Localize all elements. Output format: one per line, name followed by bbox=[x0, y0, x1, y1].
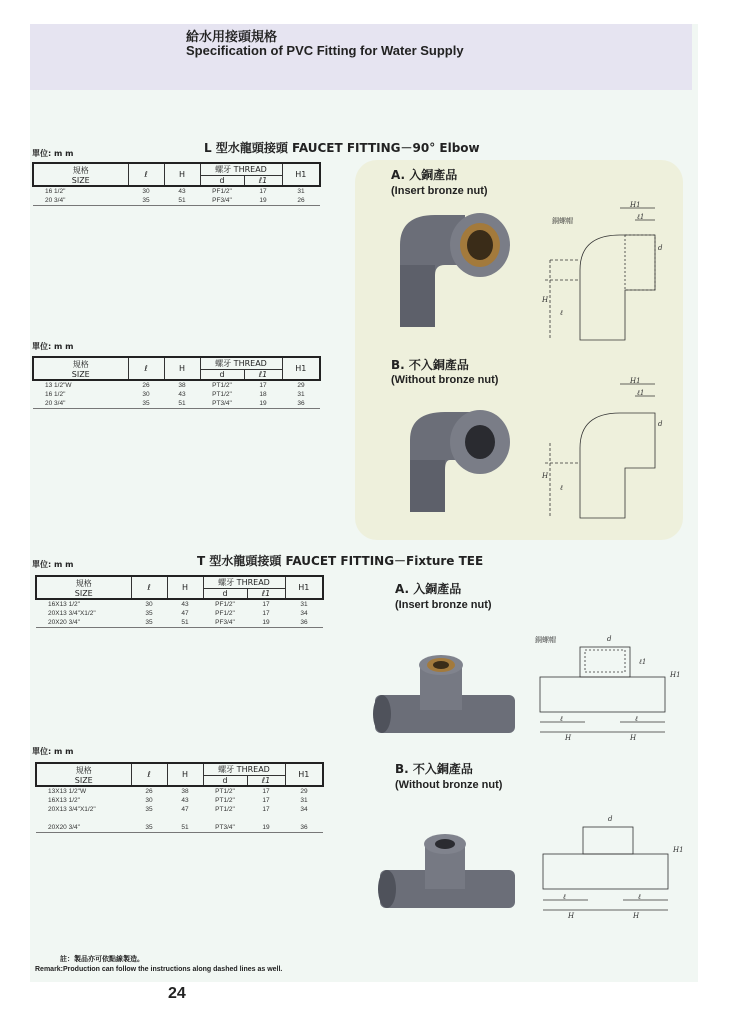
header-d: d bbox=[203, 589, 247, 600]
cell-size: 20 3/4" bbox=[33, 196, 128, 206]
cell-d: PT1/2" bbox=[215, 797, 235, 804]
cell-d: PF1/2" bbox=[215, 601, 235, 608]
header-thread: 螺牙 THREAD bbox=[200, 163, 282, 176]
svg-text:ℓ: ℓ bbox=[560, 309, 563, 317]
table-row bbox=[33, 186, 320, 196]
header-size: 規格 SIZE bbox=[36, 763, 131, 786]
cell-l: 35 bbox=[128, 196, 164, 206]
cell-H: 43 bbox=[181, 797, 189, 804]
cell-H1: 34 bbox=[300, 806, 308, 813]
cell-d: PT3/4" bbox=[200, 399, 244, 409]
tee-insert-drawing bbox=[535, 632, 680, 742]
spec-table bbox=[35, 575, 324, 628]
cell-l: 35 bbox=[131, 618, 167, 628]
header-l: ℓ bbox=[131, 763, 167, 786]
cell-H1: 36 bbox=[282, 399, 320, 409]
cell-H1: 36 bbox=[285, 618, 323, 628]
header-thread: 螺牙 THREAD bbox=[203, 576, 285, 589]
header-H1: H1 bbox=[282, 357, 320, 380]
section-title-elbow: L 型水龍頭接頭 FAUCET FITTING－90° Elbow bbox=[204, 141, 480, 155]
svg-text:ℓ1: ℓ1 bbox=[639, 658, 647, 666]
variant-a-cn: A. 入銅產品 bbox=[395, 582, 462, 596]
cell-size: 16 1/2" bbox=[45, 188, 66, 195]
svg-text:H1: H1 bbox=[670, 671, 681, 679]
table-row bbox=[36, 599, 323, 609]
svg-text:ℓ: ℓ bbox=[638, 893, 641, 901]
svg-text:ℓ: ℓ bbox=[560, 484, 563, 492]
header-H1: H1 bbox=[282, 163, 320, 186]
cell-size: 20X20 3/4" bbox=[36, 823, 131, 833]
table-row bbox=[33, 196, 320, 206]
cell-l: 30 bbox=[145, 601, 153, 608]
cell-d: PF3/4" bbox=[203, 618, 247, 628]
cell-l1: 19 bbox=[247, 618, 285, 628]
table-row bbox=[33, 399, 320, 409]
spec-table bbox=[35, 762, 324, 833]
tee-insert-photo bbox=[370, 650, 520, 745]
unit-label: 單位: m m bbox=[32, 747, 74, 756]
cell-H1: 31 bbox=[300, 601, 308, 608]
svg-text:H: H bbox=[630, 734, 637, 742]
cell-d: PT1/2" bbox=[212, 382, 232, 389]
table-row bbox=[36, 796, 323, 805]
header-l: ℓ bbox=[131, 576, 167, 599]
header-thread: 螺牙 THREAD bbox=[203, 763, 285, 776]
svg-text:H1: H1 bbox=[630, 377, 641, 385]
page-title-cn: 給水用接頭規格 bbox=[186, 30, 278, 45]
variant-a-cn: A. 入銅產品 bbox=[391, 168, 458, 182]
header-thread: 螺牙 THREAD bbox=[200, 357, 282, 370]
cell-H: 38 bbox=[178, 382, 186, 389]
header-H1: H1 bbox=[285, 763, 323, 786]
section-title-tee: T 型水龍頭接頭 FAUCET FITTING－Fixture TEE bbox=[197, 554, 484, 568]
header-d: d bbox=[200, 176, 244, 187]
header-d: d bbox=[200, 370, 244, 381]
tee-plain-photo bbox=[375, 832, 520, 922]
cell-H1: 29 bbox=[300, 788, 308, 795]
cell-l1: 17 bbox=[262, 806, 270, 813]
cell-H1 bbox=[285, 814, 323, 823]
cell-l1: 17 bbox=[259, 188, 267, 195]
cell-H: 51 bbox=[164, 399, 200, 409]
cell-H1: 36 bbox=[285, 823, 323, 833]
svg-text:d: d bbox=[658, 420, 663, 428]
cell-H: 51 bbox=[167, 823, 203, 833]
svg-text:d: d bbox=[608, 815, 613, 823]
label-bronze-cap: 銅螺帽 bbox=[535, 636, 556, 644]
tee-plain-drawing bbox=[538, 812, 683, 922]
variant-a-en: (Insert bronze nut) bbox=[391, 185, 488, 197]
cell-l1: 17 bbox=[259, 382, 267, 389]
cell-size: 20X20 3/4" bbox=[36, 618, 131, 628]
elbow-insert-drawing bbox=[540, 200, 670, 350]
cell-l: 35 bbox=[145, 806, 153, 813]
cell-l1: 17 bbox=[262, 797, 270, 804]
cell-size bbox=[36, 814, 131, 823]
table-row bbox=[36, 814, 323, 823]
spec-table bbox=[32, 356, 321, 409]
cell-H: 43 bbox=[181, 601, 189, 608]
variant-b-cn: B. 不入銅產品 bbox=[391, 358, 469, 372]
table-row bbox=[36, 823, 323, 833]
header-l1: ℓ1 bbox=[247, 776, 285, 787]
cell-H1: 29 bbox=[297, 382, 305, 389]
cell-size: 16 1/2" bbox=[45, 391, 66, 398]
cell-l bbox=[131, 814, 167, 823]
header-l1: ℓ1 bbox=[244, 176, 282, 187]
cell-H: 51 bbox=[164, 196, 200, 206]
cell-l: 30 bbox=[142, 188, 150, 195]
header-H: H bbox=[167, 763, 203, 786]
variant-b-en: (Without bronze nut) bbox=[391, 374, 499, 386]
cell-d: PF3/4" bbox=[200, 196, 244, 206]
svg-text:ℓ: ℓ bbox=[563, 893, 566, 901]
cell-size: 16X13 1/2" bbox=[48, 601, 80, 608]
cell-l: 35 bbox=[128, 399, 164, 409]
svg-text:H: H bbox=[542, 472, 549, 480]
footer-note-cn: 註：製品亦可依點線製造。 bbox=[60, 955, 144, 963]
cell-size: 20X13 3/4"X1/2" bbox=[48, 806, 96, 813]
cell-l1: 18 bbox=[259, 391, 267, 398]
cell-d: PF1/2" bbox=[212, 188, 232, 195]
variant-b-en: (Without bronze nut) bbox=[395, 779, 503, 791]
cell-l1: 17 bbox=[262, 601, 270, 608]
cell-l: 30 bbox=[142, 391, 150, 398]
header-H1: H1 bbox=[285, 576, 323, 599]
header-l1: ℓ1 bbox=[244, 370, 282, 381]
cell-H: 47 bbox=[181, 610, 189, 617]
cell-l: 35 bbox=[131, 823, 167, 833]
cell-l1: 19 bbox=[244, 196, 282, 206]
cell-l1: 19 bbox=[244, 399, 282, 409]
cell-H: 38 bbox=[181, 788, 189, 795]
cell-d: PT1/2" bbox=[215, 806, 235, 813]
cell-l: 26 bbox=[142, 382, 150, 389]
svg-text:H1: H1 bbox=[673, 846, 684, 854]
unit-label: 單位: m m bbox=[32, 342, 74, 351]
cell-size: 20X13 3/4"X1/2" bbox=[48, 610, 96, 617]
cell-size: 13X13 1/2"W bbox=[48, 788, 87, 795]
cell-l1: 17 bbox=[262, 788, 270, 795]
cell-size: 20 3/4" bbox=[33, 399, 128, 409]
variant-a-en: (Insert bronze nut) bbox=[395, 599, 492, 611]
svg-text:ℓ: ℓ bbox=[560, 715, 563, 723]
table-row bbox=[36, 805, 323, 814]
cell-l1: 19 bbox=[247, 823, 285, 833]
header-H: H bbox=[164, 357, 200, 380]
cell-l1 bbox=[247, 814, 285, 823]
cell-H: 43 bbox=[178, 188, 186, 195]
cell-H1: 31 bbox=[297, 188, 305, 195]
svg-text:H: H bbox=[568, 912, 575, 920]
table-row bbox=[36, 786, 323, 796]
svg-text:ℓ1: ℓ1 bbox=[637, 213, 645, 221]
cell-H: 51 bbox=[167, 618, 203, 628]
cell-H1: 34 bbox=[300, 610, 308, 617]
cell-l: 30 bbox=[145, 797, 153, 804]
unit-label: 單位: m m bbox=[32, 149, 74, 158]
cell-d: PT1/2" bbox=[215, 788, 235, 795]
cell-d: PF1/2" bbox=[215, 610, 235, 617]
elbow-plain-photo bbox=[390, 400, 520, 520]
cell-H bbox=[167, 814, 203, 823]
header-l: ℓ bbox=[128, 357, 164, 380]
header-size: 規格 SIZE bbox=[36, 576, 131, 599]
elbow-insert-photo bbox=[390, 205, 520, 335]
label-bronze-cap: 銅螺帽 bbox=[552, 217, 573, 225]
header-size: 規格 SIZE bbox=[33, 357, 128, 380]
cell-d: PT1/2" bbox=[212, 391, 232, 398]
cell-d bbox=[203, 814, 247, 823]
svg-text:d: d bbox=[607, 635, 612, 643]
footer-note-en: Remark:Production can follow the instructions along dashed lines as well. bbox=[35, 966, 283, 973]
cell-d: PT3/4" bbox=[203, 823, 247, 833]
cell-size: 13 1/2"W bbox=[45, 382, 72, 389]
header-l1: ℓ1 bbox=[247, 589, 285, 600]
page-number: 24 bbox=[168, 985, 186, 1002]
header-H: H bbox=[167, 576, 203, 599]
elbow-plain-drawing bbox=[540, 378, 670, 528]
cell-l: 26 bbox=[145, 788, 153, 795]
cell-H: 47 bbox=[181, 806, 189, 813]
spec-table bbox=[32, 162, 321, 206]
svg-text:H: H bbox=[565, 734, 572, 742]
table-row bbox=[36, 618, 323, 628]
unit-label: 單位: m m bbox=[32, 560, 74, 569]
cell-l: 35 bbox=[145, 610, 153, 617]
table-row bbox=[36, 609, 323, 618]
cell-H1: 31 bbox=[300, 797, 308, 804]
cell-H1: 26 bbox=[282, 196, 320, 206]
cell-l1: 17 bbox=[262, 610, 270, 617]
page-title-en: Specification of PVC Fitting for Water Supply bbox=[186, 43, 464, 58]
header-d: d bbox=[203, 776, 247, 787]
svg-text:ℓ: ℓ bbox=[635, 715, 638, 723]
header-H: H bbox=[164, 163, 200, 186]
header-size: 規格 SIZE bbox=[33, 163, 128, 186]
svg-text:d: d bbox=[658, 244, 663, 252]
cell-H1: 31 bbox=[297, 391, 305, 398]
svg-text:H1: H1 bbox=[630, 201, 641, 209]
variant-b-cn: B. 不入銅產品 bbox=[395, 762, 473, 776]
cell-size: 16X13 1/2" bbox=[48, 797, 80, 804]
cell-H: 43 bbox=[178, 391, 186, 398]
header-l: ℓ bbox=[128, 163, 164, 186]
table-row bbox=[33, 390, 320, 399]
svg-text:H: H bbox=[633, 912, 640, 920]
svg-text:ℓ1: ℓ1 bbox=[637, 389, 645, 397]
svg-text:H: H bbox=[542, 296, 549, 304]
table-row bbox=[33, 380, 320, 390]
